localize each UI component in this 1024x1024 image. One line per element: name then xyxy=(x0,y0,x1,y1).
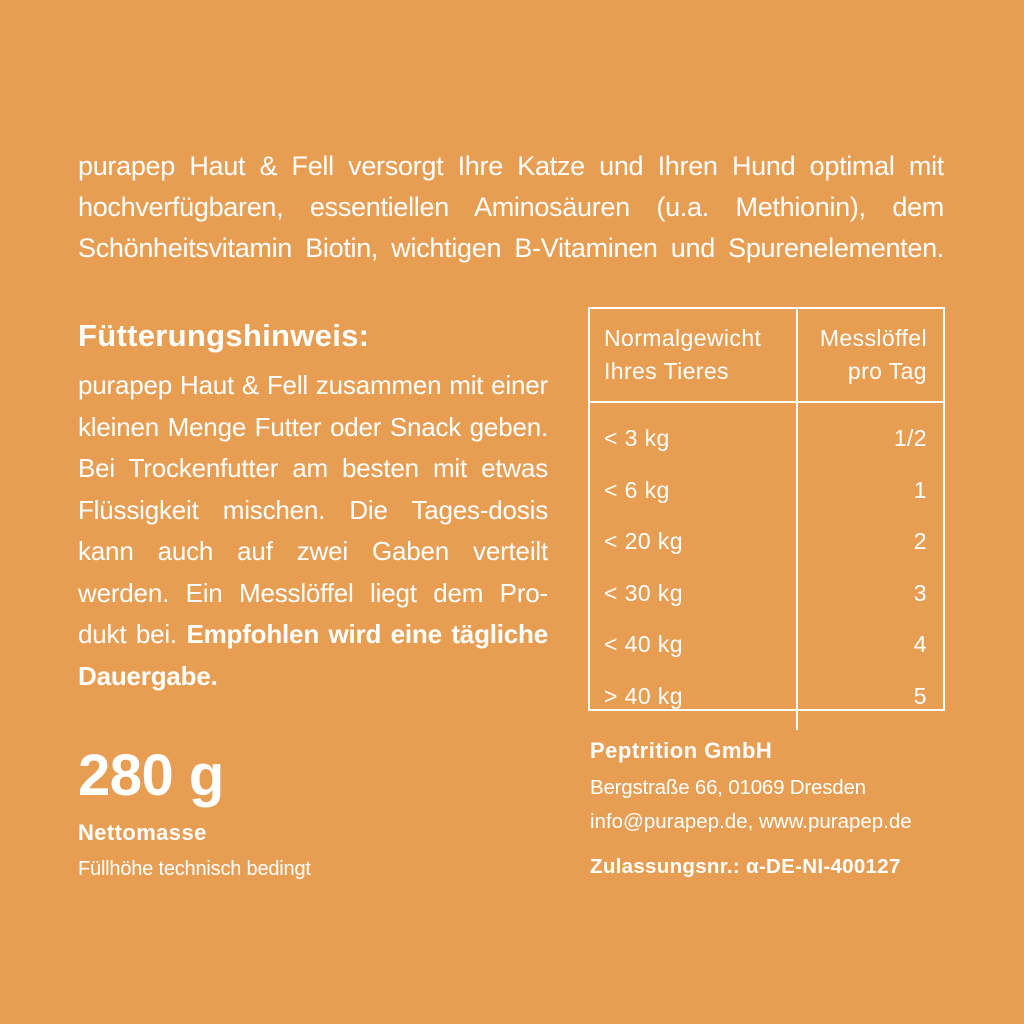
row-spoons: 2 xyxy=(913,528,927,555)
header-spoons: Messlöffel pro Tag xyxy=(797,309,943,402)
row-spoons: 3 xyxy=(913,579,927,606)
table-row xyxy=(590,671,943,731)
company-contact: info@purapep.de, www.purapep.de xyxy=(590,810,912,833)
description-line-2: hochverfügbaren, essentiellen Aminosäuren (u.a. Methionin), dem xyxy=(78,192,944,222)
header-weight: Normalgewicht Ihres Tieres xyxy=(590,309,797,402)
row-weight: > 40 kg xyxy=(590,671,797,731)
table-row xyxy=(590,568,943,620)
feeding-recommendation: Empfohlen wird eine tägliche Dauergabe. xyxy=(78,619,548,691)
feeding-instructions-title: Fütterungshinweis: xyxy=(78,318,370,353)
row-weight: < 20 kg xyxy=(590,516,797,568)
row-weight: < 6 kg xyxy=(590,465,797,517)
description-line-1: purapep Haut & Fell versorgt Ihre Katze und Ihren Hund optimal mit xyxy=(78,151,944,181)
description-line-3: Schönheitsvitamin Biotin, wichtigen B-Vitaminen und Spurenelementen. xyxy=(78,233,944,263)
fill-level-note: Füllhöhe technisch bedingt xyxy=(78,858,311,880)
dosage-table xyxy=(588,307,945,711)
row-weight: < 3 kg xyxy=(590,402,797,465)
row-spoons: 4 xyxy=(913,631,927,658)
row-weight: < 40 kg xyxy=(590,619,797,671)
row-weight: < 30 kg xyxy=(590,568,797,620)
table-row xyxy=(590,516,943,568)
net-weight: 280 g xyxy=(78,743,224,808)
row-spoons: 1 xyxy=(913,476,927,503)
table-row xyxy=(590,402,943,465)
product-description xyxy=(78,146,944,269)
approval-number: Zulassungsnr.: α-DE-NI-400127 xyxy=(590,855,901,878)
net-weight-label: Nettomasse xyxy=(78,820,207,845)
company-name: Peptrition GmbH xyxy=(590,738,773,763)
row-spoons: 5 xyxy=(913,682,927,709)
table-row xyxy=(590,465,943,517)
feeding-instructions-body: purapep Haut & Fell zusammen mit einer kleinen Menge Futter oder Snack geben. Bei Trockenfutter am besten mit etwas Flüssigkeit mischen. Die Tages-dosis kann auch auf zwei Gaben verteilt werden. Ein Messlöffel liegt dem Pro-dukt bei. xyxy=(78,370,548,649)
company-address: Bergstraße 66, 01069 Dresden xyxy=(590,776,866,799)
dosage-table-header xyxy=(590,309,943,402)
table-row xyxy=(590,619,943,671)
feeding-instructions-text xyxy=(78,365,548,697)
row-spoons: 1/2 xyxy=(893,425,927,452)
